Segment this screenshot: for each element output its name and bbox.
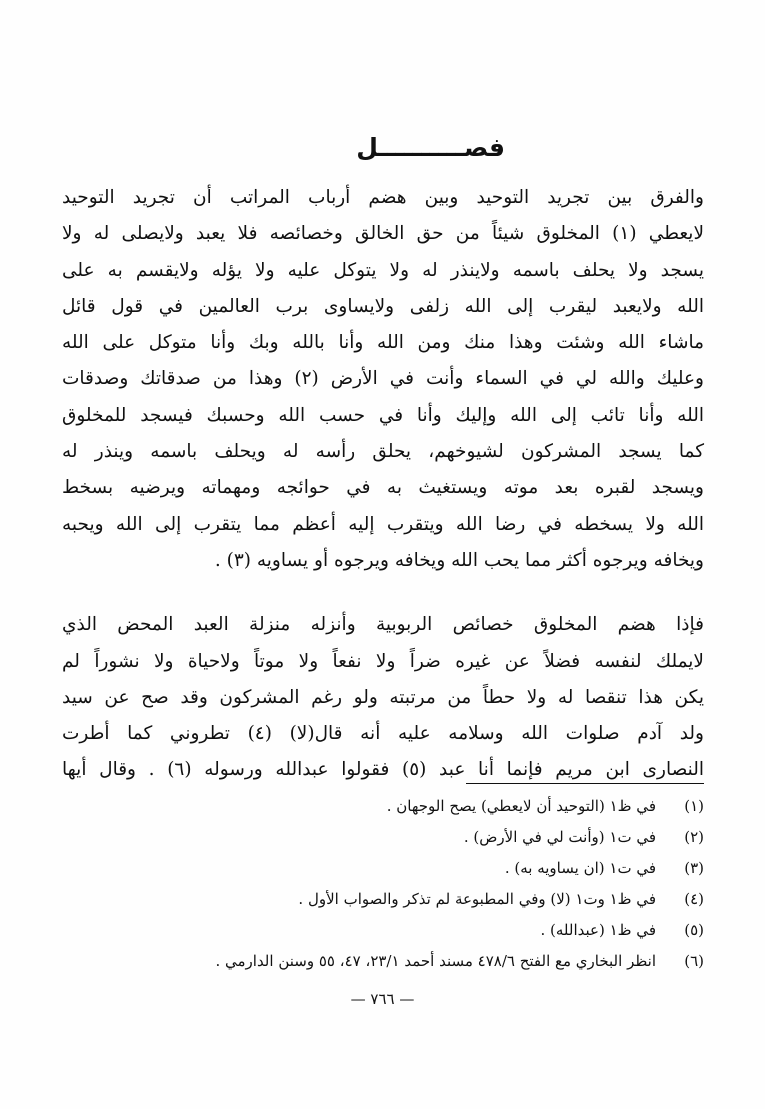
footnote-text: انظر البخاري مع الفتح ٤٧٨/٦ مسند أحمد ٢٣/١، ٤٧، ٥٥ وسنن الدارمي .: [215, 952, 656, 970]
footnote-number: (٦): [684, 952, 704, 970]
footnote-item: [62, 946, 704, 977]
text-line: الله ولا يسخطه في رضا الله ويتقرب إليه أعظم مما يتقرب إلى الله ويحبه: [62, 513, 704, 535]
footnote-item: [62, 822, 704, 853]
text-line: الله ولايعبد ليقرب إلى الله زلفى ولايساوى برب العالمين في قول قائل: [62, 295, 704, 317]
text-line: ولد آدم صلوات الله وسلامه عليه أنه قال(لا) (٤) تطروني كما أطرت: [62, 723, 704, 745]
text-line: وعليك والله لي في السماء وأنت في الأرض (٢) وهذا من صدقاتك وصدقات: [62, 368, 704, 390]
footnote-number: (٥): [684, 921, 704, 939]
paragraph-1: [62, 180, 704, 579]
section-title: فصــــــــــل: [356, 133, 505, 162]
footnote-text: في ظ١ (التوحيد أن لايعطي) يصح الوجهان .: [386, 797, 656, 815]
text-line: ويخافه ويرجوه أكثر مما يحب الله ويخافه ويرجوه أو يساويه (٣) .: [214, 549, 704, 571]
section-heading: [0, 128, 765, 178]
footnote-number: (٤): [684, 890, 704, 908]
text-line: فإذا هضم المخلوق خصائص الربوبية وأنزله منزلة العبد المحض الذي: [62, 614, 704, 636]
paragraph-2: [62, 607, 704, 788]
footnote-item: [62, 884, 704, 915]
footnote-item: [62, 791, 704, 822]
footnote-number: (٣): [684, 859, 704, 877]
text-line: يسجد ولا يحلف باسمه ولاينذر له ولا يتوكل عليه ولا يؤله ولايقسم به على: [62, 259, 704, 281]
text-line: ماشاء الله وشئت وهذا منك ومن الله وأنا بالله وبك وأنا متوكل على الله: [62, 332, 704, 354]
text-line: يكن هذا تنقصا له ولا حطاً من مرتبته ولو رغم المشركون وقد صح عن سيد: [62, 686, 704, 708]
footnote-text: في ظ١ وت١ (لا) وفي المطبوعة لم تذكر والصواب الأول .: [298, 890, 656, 908]
footnote-item: [62, 915, 704, 946]
text-line: لايعطي (١) المخلوق شيئاً من حق الخالق وخصائصه فلا يعبد ولايصلى له ولا: [62, 223, 704, 245]
main-text: [62, 180, 704, 789]
text-line: ويسجد لقبره بعد موته ويستغيث به في حوائجه ومهماته ويرضيه بسخط: [62, 477, 704, 499]
text-line: النصارى ابن مريم فإنما أنا عبد (٥) فقولوا عبدالله ورسوله (٦) . وقال أيها: [62, 759, 704, 781]
footnotes: [62, 791, 704, 977]
text-line: الله وأنا تائب إلى الله وإليك وأنا في حسب الله وحسبك فيسجد للمخلوق: [62, 404, 704, 426]
text-line: كما يسجد المشركون لشيوخهم، يحلق رأسه له ويحلف باسمه وينذر له: [62, 441, 704, 463]
footnote-number: (٢): [684, 828, 704, 846]
footnote-text: في ظ١ (عبدالله) .: [540, 921, 656, 939]
text-line: والفرق بين تجريد التوحيد وبين هضم أرباب المراتب أن تجريد التوحيد: [62, 187, 704, 208]
footnote-number: (١): [684, 797, 704, 815]
footnote-text: في ت١ (وأنت لي في الأرض) .: [463, 828, 656, 846]
footnote-text: في ت١ (ان يساويه به) .: [504, 859, 656, 877]
footnote-divider: [466, 783, 704, 784]
footnote-item: [62, 853, 704, 884]
page-number: — ٧٦٦ —: [350, 990, 415, 1008]
text-line: لايملك لنفسه فضلاً عن غيره ضراً ولا نفعاً ولا موتاً ولاحياة ولا نشوراً لم: [62, 650, 704, 672]
